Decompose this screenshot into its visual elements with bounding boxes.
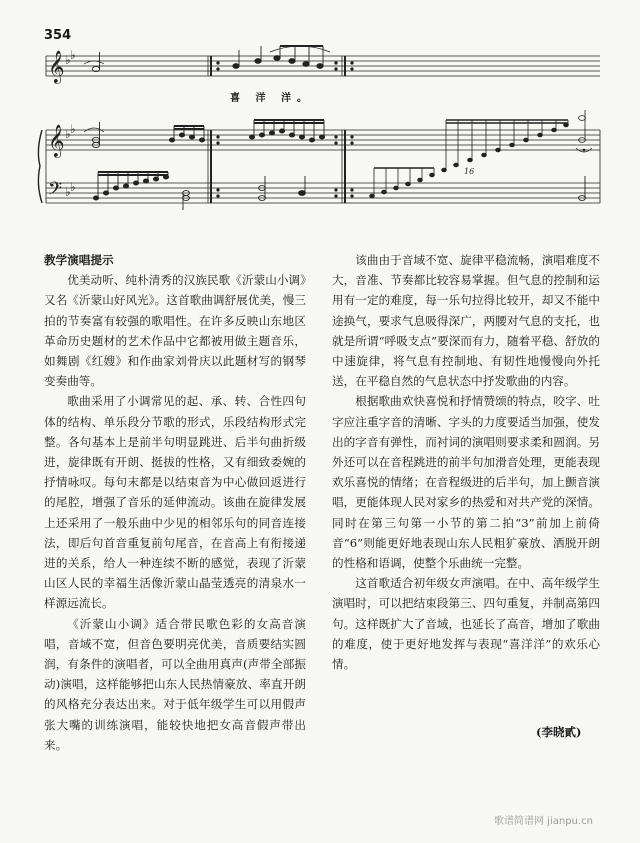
- section-heading: 教学演唱提示: [44, 253, 114, 267]
- paragraph: 《沂蒙山小调》适合带民歌色彩的女高音演唱，音域不宽，但音色要明亮优美，音质要结实圆润，有条件的演唱者，可以全曲用真声(声带全部振动)演唱，这样能够把山东人民热情豪放、率直开朗的风格充分表达出来。对于低年级学生可以用假声张大嘴的训练演唱，能较快地把女高音假声带出来。: [44, 616, 306, 752]
- svg-text:𝄢: 𝄢: [48, 179, 63, 204]
- svg-text:♭: ♭: [65, 53, 71, 67]
- svg-text:𝄞: 𝄞: [48, 124, 65, 157]
- paragraph: 优美动听、纯朴清秀的汉族民歌《沂蒙山小调》又名《沂蒙山好风光》。这首歌曲调舒展优美，慢三拍的节奏富有较强的歌唱性。在许多反映山东地区革命历史题材的艺术作品中它都被用做主题音乐，如舞剧《红嫂》和作曲家刘骨庆以此题材写的钢琴变奏曲等。: [44, 273, 306, 389]
- page-number: 354: [44, 28, 72, 43]
- svg-text:♭: ♭: [70, 122, 76, 136]
- svg-text:♭: ♭: [70, 48, 76, 62]
- text-column-left: [44, 250, 306, 755]
- paragraph: 这首歌适合初年级女声演唱。在中、高年级学生演唱时，可以把结束段第三、四句重复，并制高第四句。这样既扩大了音域，也延长了高音，增加了歌曲的难度，使于更好地发挥与表现“喜洋洋”的欢乐心情。: [332, 576, 600, 672]
- svg-text:♭: ♭: [65, 127, 71, 141]
- vocal-lyric: 喜 洋 洋。: [230, 93, 313, 104]
- piano-treble-staff: [46, 130, 600, 150]
- paragraph: 该曲由于音域不宽、旋律平稳流畅，演唱难度不大，音准、节奏都比较容易掌握。但气息的控制和运用有一定的难度，每一乐句拉得比较开，却又不能中途换气，要求气息吸得深广，两腰对气息的支托，也就是所谓“呼吸支点”要深而有力，随着平稳、舒放的中速旋律，将气息有控制地、有韧性地慢慢向外托送，在平稳自然的气息状态中抒发歌曲的内容。: [332, 253, 600, 389]
- svg-text:𝄞: 𝄞: [48, 50, 65, 83]
- paragraph: 歌曲采用了小调常见的起、承、转、合性四句体的结构、单乐段分节歌的形式，乐段结构形式完整。各句基本上是前半句明显跳进、后半句曲折级进，旋律既有开朗、挺拔的性格，又有细致委婉的抒情咏叹。每句末都是以结束音为中心做回返进行的尾腔，增强了音乐的延伸流动。该曲在旋律发展上还采用了一般乐曲中少见的相邻乐句的同音连接法，即后句首音重复前句尾音，在音高上有衔接递进的关系，给人一种连续不断的感觉，表现了沂蒙山区人民的幸福生活像沂蒙山晶莹透亮的清泉水一样源远流长。: [44, 394, 306, 611]
- piano-bass-staff: [46, 183, 600, 203]
- piano-score: [0, 0, 640, 240]
- svg-text:♭: ♭: [70, 180, 76, 194]
- text-column-right: [332, 250, 600, 674]
- tuplet-number: 16: [464, 167, 475, 176]
- watermark: 歌谱简谱网 jianpu.cn: [494, 816, 593, 827]
- svg-text:♭: ♭: [65, 185, 71, 199]
- author-credit: (李晓貳): [536, 725, 582, 739]
- paragraph: 根据歌曲欢快喜悦和抒情赞颂的特点，咬字、吐字应注重字音的清晰、字头的力度要适当加强，使发出的字音有弹性，而衬词的演唱则要求柔和圆润。另外还可以在音程跳进的前半句加滑音处理，更能表现欢乐喜悦的情绪；在音程级进的后半句，加上颤音演唱，更能体现人民对家乡的热爱和对共产党的深情。同时在第三句第一小节的第二拍“3”前加上前倚音“6”则能更好地表现山东人民粗犷豪放、洒脱开朗的性格和语调，使整个乐曲统一完整。: [332, 394, 600, 571]
